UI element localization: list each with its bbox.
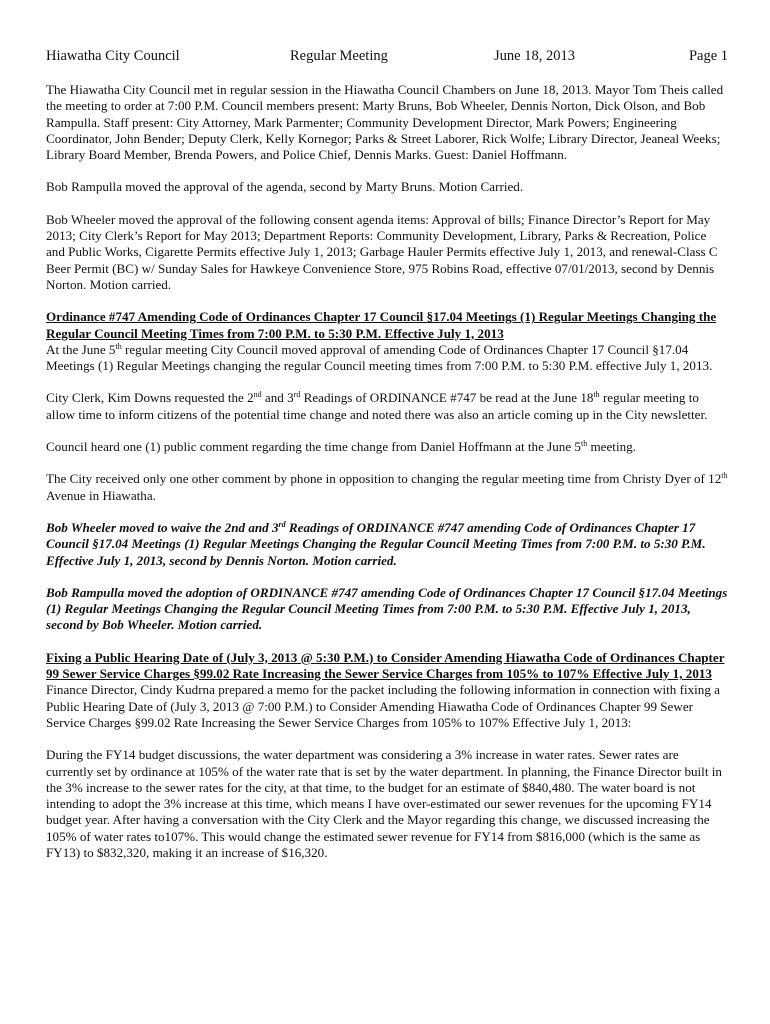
clerk-request-paragraph: City Clerk, Kim Downs requested the 2nd and 3rd Readings of ORDINANCE #747 be read at the June 18th regular meeting to allow time to inform citizens of the potential time change and noted there was also an article coming up in the City newsletter. [46,390,708,422]
budget-discussion-paragraph: During the FY14 budget discussions, the water department was considering a 3% increase in water rates. Sewer rates are currently set by ordinance at 105% of the water rate that is set by the water department. In planning, the Finance Director built in the 3% increase to the sewer rates for the city, at that time, to the budget for an estimate of $840,480. The water board is not intending to adopt the 3% increase at this time, which means I have over-estimated our sewer revenues for the upcoming FY14 budget year. After having a conversation with the City Clerk and the Mayor regarding this change, we discussed increasing the 105% of water rates to107%. This would change the estimated sewer revenue for FY14 from $816,000 (which is the same as FY13) to $832,320, making it an increase of $16,320. [46,747,722,860]
page-header [46,47,728,67]
header-council-name: Hiawatha City Council [46,48,180,64]
finance-memo-paragraph: Finance Director, Cindy Kudrna prepared a memo for the packet including the following information in connection with fixing a Public Hearing Date of (July 3, 2013 @ 7:00 P.M.) to Consider Amending Hiawatha Code of Ordinances Chapter 99 Sewer Service Charges §99.02 Rate Increasing the Sewer Service Charges from 105% to 107% Effective July 1, 2013: [46,682,720,730]
adoption-motion: Bob Rampulla moved the adoption of ORDINANCE #747 amending Code of Ordinances Chapter 17 Council §17.04 Meetings (1) Regular Meetings Changing the Regular Council Meeting Times from 7:00 P.M. to 5:30 P.M. Effective July 1, 2013, second by Bob Wheeler. Motion carried. [46,584,728,633]
header-page-number: Page 1 [688,48,728,64]
attendance-paragraph: The Hiawatha City Council met in regular session in the Hiawatha Council Chambers on June 18, 2013. Mayor Tom Theis called the meeting to order at 7:00 P.M. Council members present: Marty Bruns, Bob Wheeler, Dennis Norton, Dick Olson, and Bob Rampulla. Staff present: City Attorney, Mark Parmenter; Community Development Director, Mark Powers; Engineering Coordinator, John Bender; Deputy Clerk, Kelly Kornegor; Parks & Street Laborer, Rick Wolfe; Library Director, Jeaneal Weeks; Library Board Member, Brenda Powers, and Police Chief, Dennis Marks. Guest: Daniel Hoffmann. [46,82,724,163]
june-5-meeting-paragraph: At the June 5th regular meeting City Council moved approval of amending Code of Ordinances Chapter 17 Council §17.04 Meetings (1) Regular Meetings changing the regular Council meeting times from 7:00 P.M. to 5:30 P.M. effective July 1, 2013. [46,341,713,374]
public-comment-paragraph: Council heard one (1) public comment regarding the time change from Daniel Hoffmann at the June 5th meeting. [46,439,636,455]
phone-comment-paragraph: The City received only one other comment by phone in opposition to changing the regular meeting time from Christy Dyer of 12th Avenue in Hiawatha. [46,471,728,503]
header-meeting-type: Regular Meeting [290,48,388,64]
document-page [46,47,728,877]
agenda-approval-paragraph: Bob Rampulla moved the approval of the agenda, second by Marty Bruns. Motion Carried. [46,179,524,195]
header-meeting-date: June 18, 2013 [494,48,575,64]
consent-agenda-paragraph: Bob Wheeler moved the approval of the following consent agenda items: Approval of bills; Finance Director’s Report for May 2013; City Clerk’s Report for May 2013; Department Reports: Community Development, Library, Parks & Recreation, Police and Public Works, Cigarette Permits effective July 1, 2013; Garbage Hauler Permits effective July 1, 2013, and renewal-Class C Beer Permit (BC) w/ Sunday Sales for Hawkeye Convenience Store, 975 Robins Road, effective 07/01/2013, second by Dennis Norton. Motion carried. [46,211,718,292]
waive-readings-motion: Bob Wheeler moved to waive the 2nd and 3rd Readings of ORDINANCE #747 amending Code of Ordinances Chapter 17 Council §17.04 Meetings (1) Regular Meetings Changing the Regular Council Meeting Times from 7:00 P.M. to 5:30 P.M. Effective July 1, 2013, second by Dennis Norton. Motion carried. [46,519,706,568]
public-hearing-heading: Fixing a Public Hearing Date of (July 3, 2013 @ 5:30 P.M.) to Consider Amending Hiawatha Code of Ordinances Chapter 99 Sewer Service Charges §99.02 Rate Increasing the Sewer Service Charges from 105% to 107% Effective July 1, 2013 [46,649,725,682]
ordinance-747-heading: Ordinance #747 Amending Code of Ordinances Chapter 17 Council §17.04 Meetings (1) Regular Meetings Changing the Regular Council Meeting Times from 7:00 P.M. to 5:30 P.M. Effective July 1, 2013 [46,309,717,341]
